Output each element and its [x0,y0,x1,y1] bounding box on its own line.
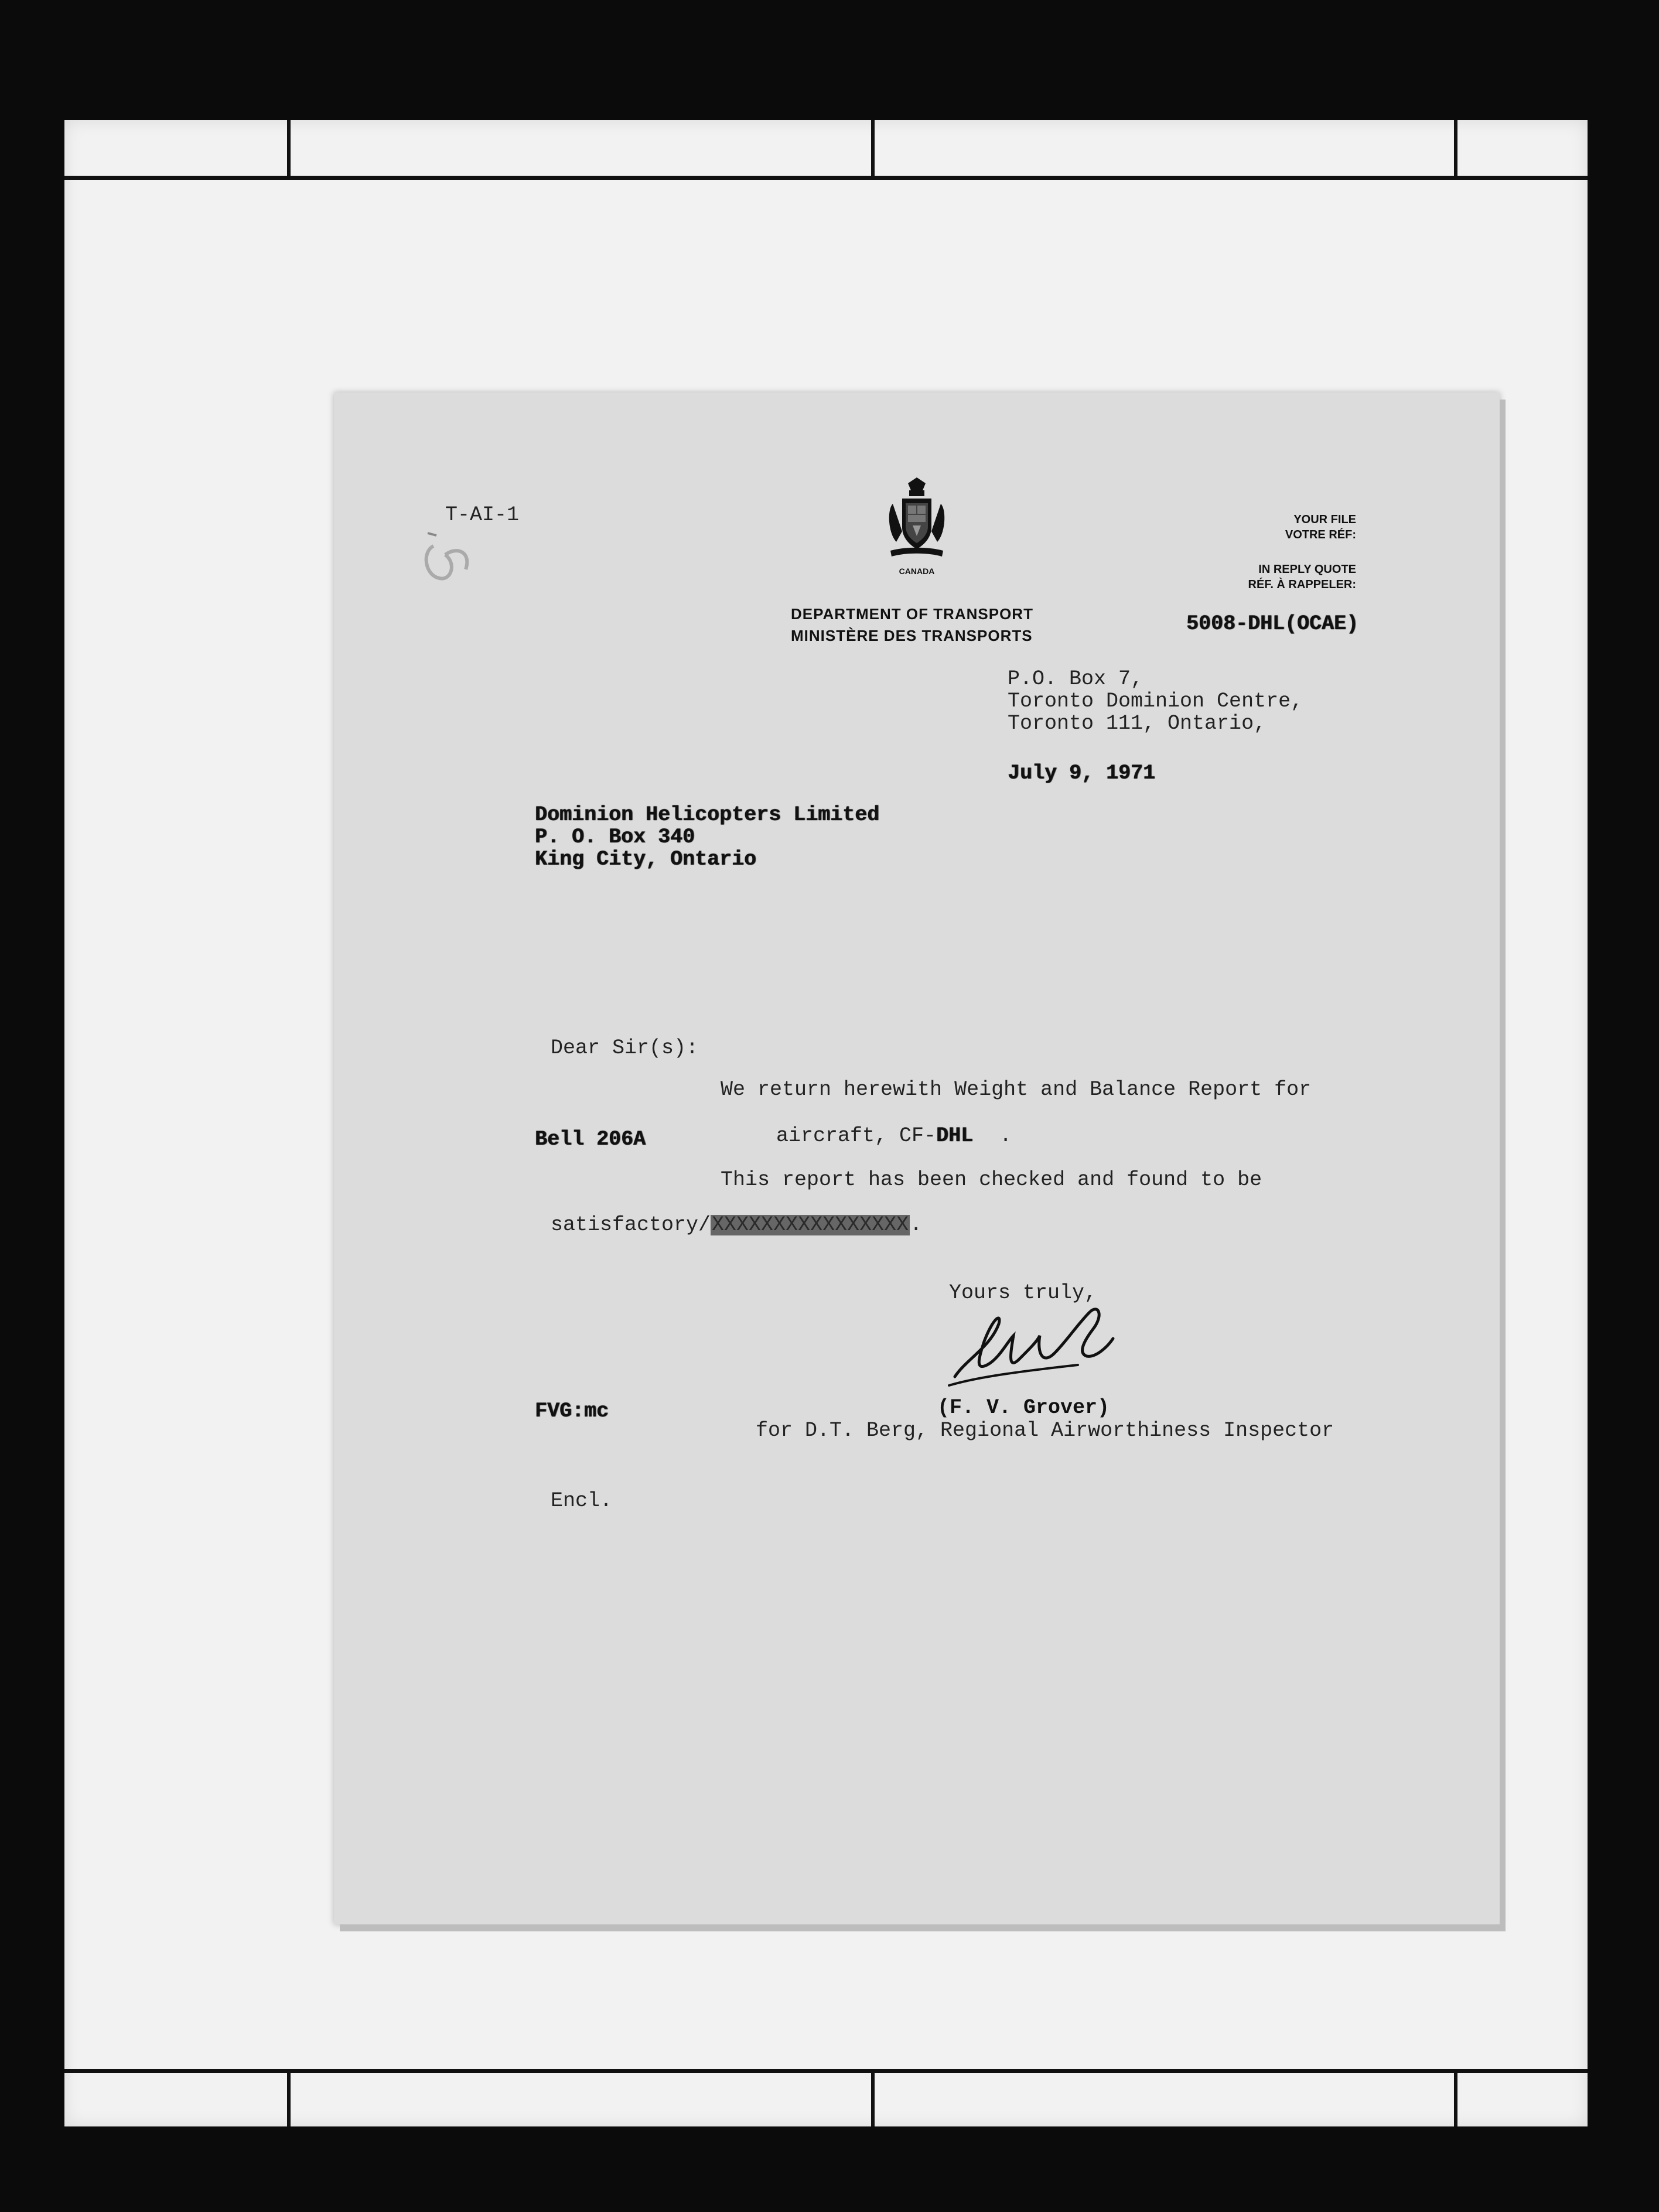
signer-name: (F. V. Grover) [937,1396,1110,1419]
ref-rappeler-label: RÉF. À RAPPELER: [1248,578,1356,591]
struck-out-text: XXXXXXXXXXXXXXXX [712,1213,909,1237]
bottom-tick-3 [1454,2069,1457,2126]
top-rule [64,176,1588,180]
body-line-1: We return herewith Weight and Balance Report for [721,1078,1312,1101]
clip-mark-icon [416,528,486,599]
recipient-line-1: Dominion Helicopters Limited [535,803,880,827]
coat-of-arms-icon [885,477,949,565]
complimentary-close: Yours truly, [949,1281,1097,1305]
signer-on-behalf: for D.T. Berg, Regional Airworthiness Inspector [756,1419,1334,1442]
sender-address-line-3: Toronto 111, Ontario, [1008,712,1267,735]
sender-address-line-1: P.O. Box 7, [1008,667,1143,691]
aircraft-type: Bell 206A [535,1128,646,1151]
your-file-label: YOUR FILE [1293,513,1356,526]
top-tick-1 [287,120,291,179]
enclosure-note: Encl. [551,1489,613,1513]
letterhead-country: CANADA [899,566,935,576]
satisfactory-text: satisfactory/ [551,1213,711,1237]
reference-number: 5008-DHL(OCAE) [1186,612,1359,636]
recipient-line-2: P. O. Box 340 [535,825,695,849]
aircraft-registration: DHL [936,1124,974,1148]
body-line-4 [551,1215,922,1235]
top-tick-2 [871,120,875,179]
signature-icon [943,1289,1131,1400]
typist-initials: FVG:mc [535,1399,609,1423]
salutation: Dear Sir(s): [551,1036,699,1060]
aircraft-prefix: aircraft, CF- [776,1124,937,1148]
letter-sheet [334,392,1500,1924]
bottom-tick-1 [287,2069,291,2126]
recipient-line-3: King City, Ontario [535,848,757,871]
aircraft-suffix: . [999,1124,1012,1148]
bottom-tick-2 [871,2069,875,2126]
line4-suffix: . [910,1213,923,1237]
body-line-3: This report has been checked and found to be [721,1168,1262,1192]
bottom-rule [64,2069,1588,2073]
body-line-2 [776,1126,1012,1146]
votre-ref-label: VOTRE RÉF: [1285,528,1356,541]
letter-date: July 9, 1971 [1008,762,1156,785]
letterhead-dept-fr: MINISTÈRE DES TRANSPORTS [791,627,1033,644]
top-tick-3 [1454,120,1457,179]
reply-quote-label: IN REPLY QUOTE [1258,563,1356,576]
sender-address-line-2: Toronto Dominion Centre, [1008,689,1303,713]
reference-code: T-AI-1 [445,503,520,527]
letterhead-dept-en: DEPARTMENT OF TRANSPORT [791,605,1033,623]
